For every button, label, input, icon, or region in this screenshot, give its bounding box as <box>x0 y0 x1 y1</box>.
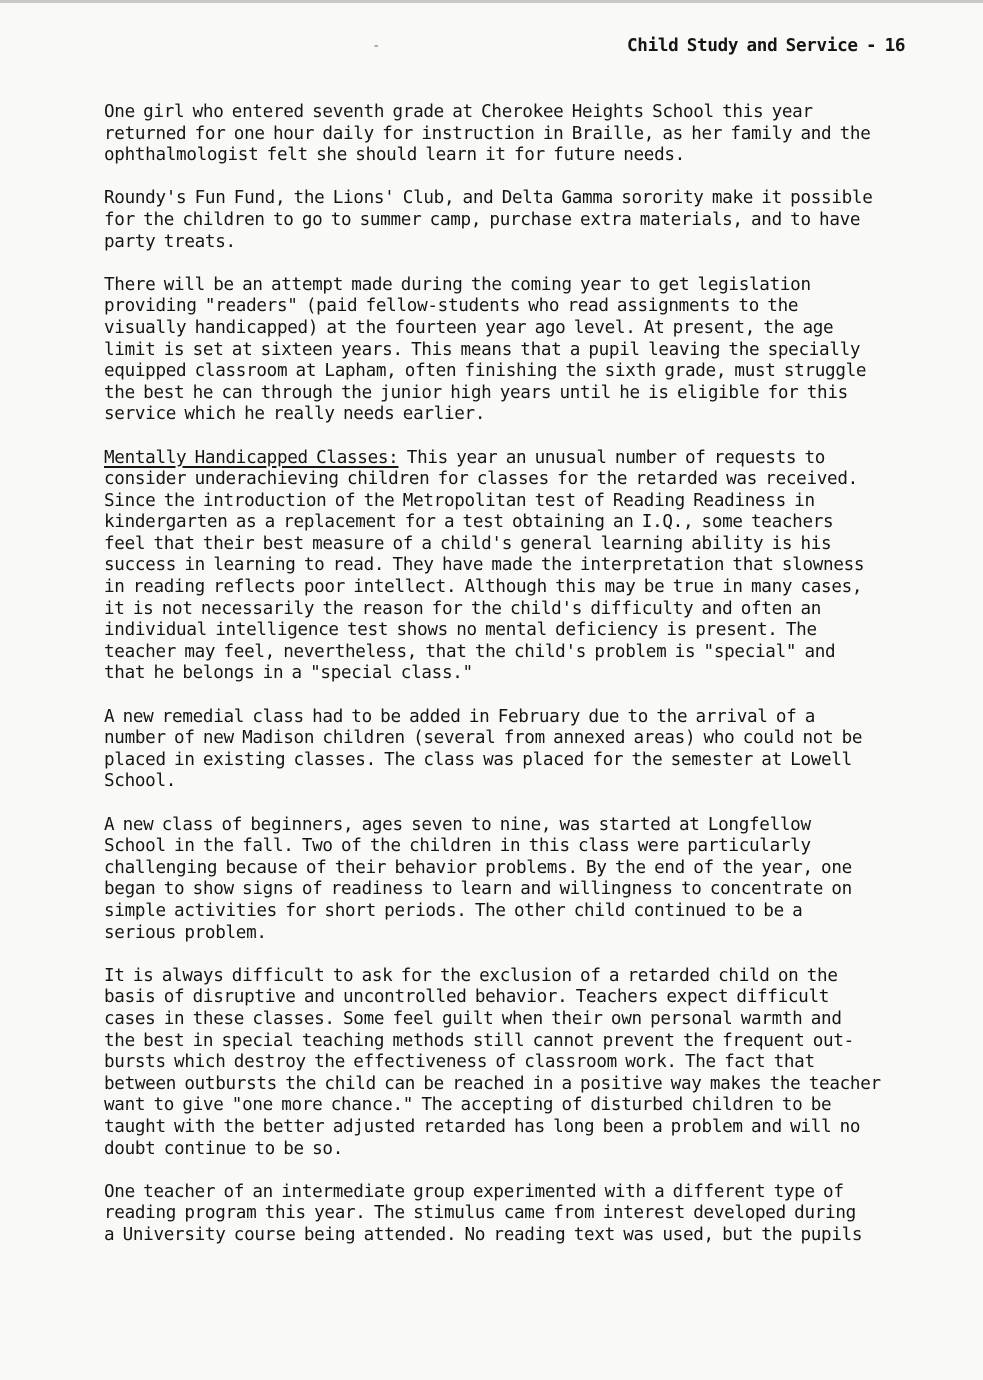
paragraph-line: placed in existing classes. The class was placed for the semester at Lowell <box>104 749 852 770</box>
paragraph-line: equipped classroom at Lapham, often finishing the sixth grade, must struggle <box>104 361 867 382</box>
paragraph-line: feel that their best measure of a child's general learning ability is his <box>104 533 832 554</box>
paragraph-line: between outbursts the child can be reached in a positive way makes the teacher <box>104 1073 881 1094</box>
paragraph-line: challenging because of their behavior problems. By the end of the year, one <box>104 857 852 878</box>
paragraph <box>104 188 964 253</box>
paragraph-line: number of new Madison children (several from annexed areas) who could not be <box>104 728 863 749</box>
paragraph-line: It is always difficult to ask for the exclusion of a retarded child on the <box>104 965 838 986</box>
paragraph-line: teacher may feel, nevertheless, that the child's problem is "special" and <box>104 641 836 662</box>
paragraph-line: ophthalmologist felt she should learn it for future needs. <box>104 145 685 166</box>
scan-top-edge <box>0 0 983 3</box>
paragraph-line: One teacher of an intermediate group experimented with a different type of <box>104 1181 844 1202</box>
stray-dash-mark: - <box>372 38 381 54</box>
paragraph-line: the best he can through the junior high years until he is eligible for this <box>104 382 848 403</box>
paragraph-line: School. <box>104 771 177 792</box>
paragraph-line: bursts which destroy the effectiveness of classroom work. The fact that <box>104 1052 815 1073</box>
paragraph-line: it is not necessarily the reason for the child's difficulty and often an <box>104 598 822 619</box>
paragraph-line: reading program this year. The stimulus came from interest developed during <box>104 1203 856 1224</box>
paragraph-line: There will be an attempt made during the coming year to get legislation <box>104 274 811 295</box>
heading-line-text: This year an unusual number of requests to <box>398 447 826 468</box>
section-paragraph-mentally-handicapped <box>104 448 964 686</box>
paragraph-line: returned for one hour daily for instruction in Braille, as her family and the <box>104 123 871 144</box>
paragraph <box>104 707 964 793</box>
paragraph-line: simple activities for short periods. The other child continued to be a <box>104 900 803 921</box>
running-header: Child Study and Service - 16 <box>627 36 906 56</box>
paragraph <box>104 102 964 167</box>
paragraph-line: One girl who entered seventh grade at Cherokee Heights School this year <box>104 102 813 122</box>
paragraph-line: kindergarten as a replacement for a test obtaining an I.Q., some teachers <box>104 512 834 533</box>
paragraph-line: taught with the better adjusted retarded has long been a problem and will no <box>104 1116 861 1137</box>
paragraph-line: visually handicapped) at the fourteen year ago level. At present, the age <box>104 317 834 338</box>
paragraph-line: success in learning to read. They have made the interpretation that slowness <box>104 555 865 576</box>
section-heading: Mentally Handicapped Classes: <box>104 447 399 468</box>
paragraph-line: that he belongs in a "special class." <box>104 663 473 684</box>
paragraph-line: cases in these classes. Some feel guilt when their own personal warmth and <box>104 1008 842 1029</box>
paragraph-line: Roundy's Fun Fund, the Lions' Club, and Delta Gamma sorority make it possible <box>104 188 873 209</box>
paragraph-line: providing "readers" (paid fellow-students who read assignments to the <box>104 296 799 317</box>
paragraph-line: A new class of beginners, ages seven to nine, was started at Longfellow <box>104 814 811 835</box>
paragraph-line: in reading reflects poor intellect. Although this may be true in many cases, <box>104 577 863 598</box>
paragraph <box>104 966 964 1160</box>
paragraph-line: Since the introduction of the Metropolitan test of Reading Readiness in <box>104 490 815 511</box>
paragraph-line: for the children to go to summer camp, purchase extra materials, and to have <box>104 209 861 230</box>
body-text <box>104 102 964 1268</box>
paragraph-line: basis of disruptive and uncontrolled behavior. Teachers expect difficult <box>104 987 830 1008</box>
paragraph-line: A new remedial class had to be added in February due to the arrival of a <box>104 706 816 727</box>
paragraph-line: party treats. <box>104 231 236 252</box>
paragraph-line: service which he really needs earlier. <box>104 404 486 425</box>
paragraph-line: the best in special teaching methods still cannot prevent the frequent out- <box>104 1030 854 1051</box>
paragraph-line: want to give "one more chance." The accepting of disturbed children to be <box>104 1095 832 1116</box>
paragraph-line: serious problem. <box>104 922 267 943</box>
paragraph-line: a University course being attended. No reading text was used, but the pupils <box>104 1224 863 1245</box>
paragraph-line: doubt continue to be so. <box>104 1138 344 1159</box>
paragraph-line <box>104 448 964 470</box>
paragraph <box>104 275 964 426</box>
paragraph-line: individual intelligence test shows no mental deficiency is present. The <box>104 620 817 641</box>
paragraph <box>104 1182 964 1247</box>
paragraph <box>104 815 964 945</box>
paragraph-line: began to show signs of readiness to learn and willingness to concentrate on <box>104 879 852 900</box>
paragraph-line: consider underachieving children for classes for the retarded was received. <box>104 469 858 490</box>
paragraph-line: limit is set at sixteen years. This means that a pupil leaving the specially <box>104 339 861 360</box>
paragraph-line: School in the fall. Two of the children in this class were particularly <box>104 836 811 857</box>
